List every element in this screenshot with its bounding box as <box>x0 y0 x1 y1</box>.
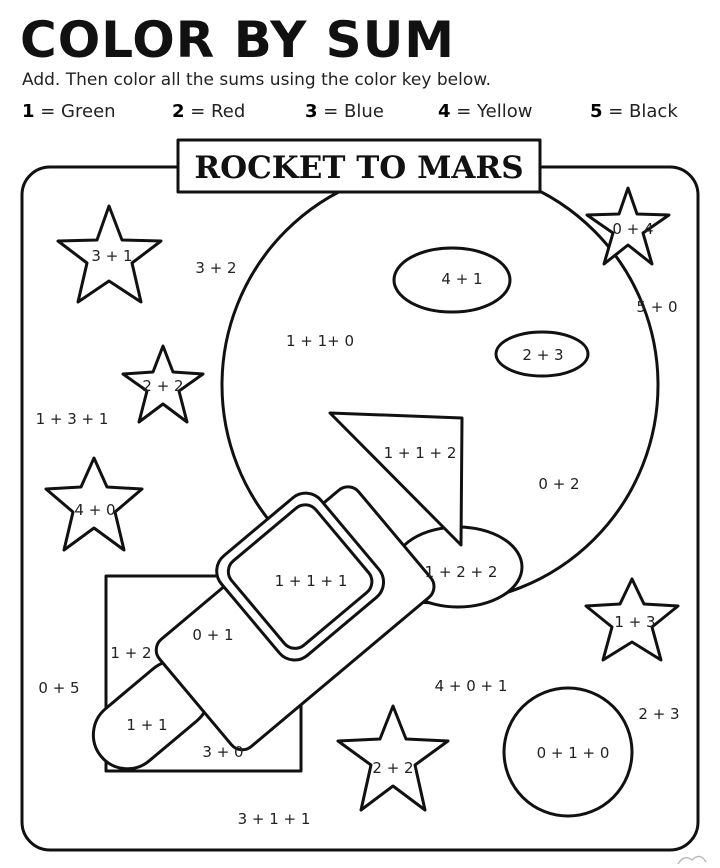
rocket-window-sum: 1 + 1 + 1 <box>274 572 348 590</box>
space-lower-left-sum: 0 + 5 <box>38 679 80 697</box>
space-middle-sum: 4 + 0 + 1 <box>434 677 508 695</box>
instructions-text: Add. Then color all the sums using the color key below. <box>22 70 491 90</box>
key-color-name: = Red <box>184 101 246 122</box>
key-number: 3 <box>305 101 318 122</box>
moon-sum: 0 + 1 + 0 <box>536 744 610 762</box>
key-number: 1 <box>22 101 35 122</box>
banner-title: ROCKET TO MARS <box>194 150 524 186</box>
mars-crater-right-sum: 2 + 3 <box>522 346 564 364</box>
space-top-right-sum: 5 + 0 <box>636 298 678 316</box>
key-color-name: = Green <box>34 101 116 122</box>
mars-body-right-sum: 0 + 2 <box>538 475 580 493</box>
key-color-name: = Blue <box>317 101 384 122</box>
space-top-sum: 3 + 2 <box>195 259 237 277</box>
rocket-nose-sum: 1 + 1 + 2 <box>383 444 457 462</box>
key-color-name: = Yellow <box>450 101 533 122</box>
mars-crater-top-sum: 4 + 1 <box>441 270 483 288</box>
star-top-left-sum: 3 + 1 <box>91 247 133 265</box>
mars-body-upper-sum: 1 + 1+ 0 <box>285 332 355 350</box>
rocket-fin-bottom-sum: 3 + 0 <box>202 743 244 761</box>
star-bottom-sum: 2 + 2 <box>372 759 414 777</box>
page-title: COLOR BY SUM <box>20 11 456 69</box>
rocket-body-sum: 0 + 1 <box>192 626 234 644</box>
rocket-fin-left-sum: 1 + 2 <box>110 644 152 662</box>
star-right-sum: 1 + 3 <box>614 613 656 631</box>
corner-logo-icon <box>672 850 712 866</box>
rocket-exhaust-sum: 1 + 1 <box>126 716 168 734</box>
space-left-sum: 1 + 3 + 1 <box>35 410 109 428</box>
space-lower-right-sum: 2 + 3 <box>638 705 680 723</box>
star-lower-left-sum: 4 + 0 <box>74 501 116 519</box>
star-middle-left-sum: 2 + 2 <box>142 377 184 395</box>
key-color-name: = Black <box>602 101 678 122</box>
key-number: 5 <box>590 101 603 122</box>
star-top-right-sum: 0 + 4 <box>612 220 654 238</box>
key-number: 2 <box>172 101 185 122</box>
space-bottom-sum: 3 + 1 + 1 <box>237 810 311 828</box>
mars-crater-bottom-sum: 1 + 2 + 2 <box>424 563 498 581</box>
key-number: 4 <box>438 101 451 122</box>
